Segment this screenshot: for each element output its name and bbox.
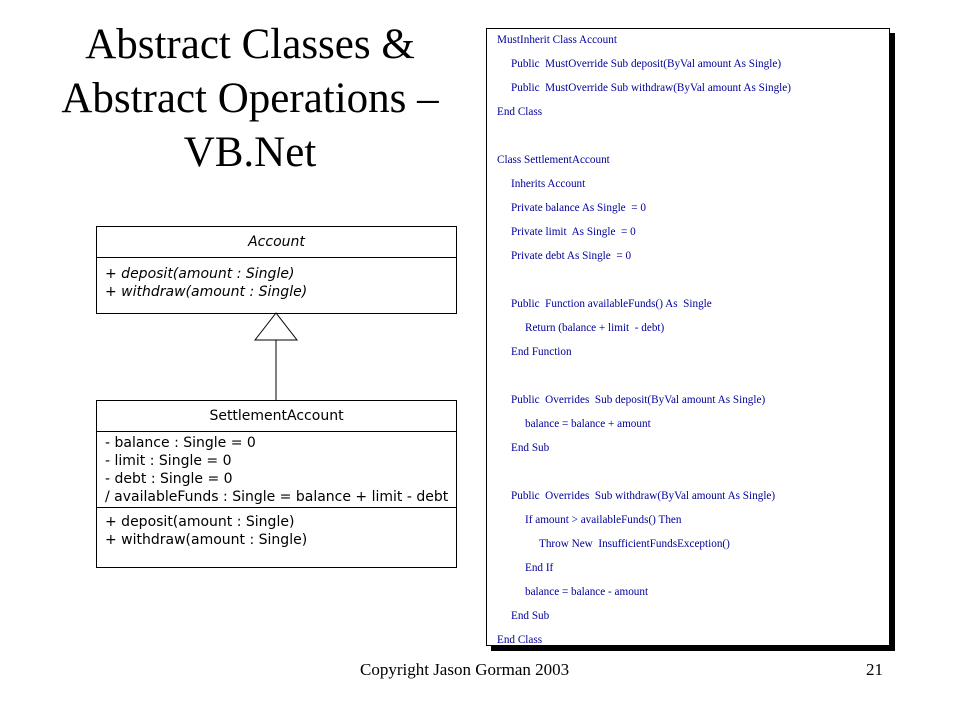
settlement-account-class-name: SettlementAccount (97, 401, 456, 432)
code-line: End If (525, 562, 554, 574)
code-line: Throw New InsufficientFundsException() (539, 538, 730, 550)
class-operation: + deposit(amount : Single) (105, 514, 295, 530)
code-line: balance = balance - amount (525, 586, 649, 598)
code-line: Private balance As Single = 0 (511, 202, 646, 214)
code-line: Class SettlementAccount (497, 154, 610, 166)
account-class-name: Account (97, 227, 456, 258)
class-attribute: - balance : Single = 0 (105, 435, 256, 451)
title-line-1: Abstract Classes & (85, 21, 415, 68)
code-line: If amount > availableFunds() Then (525, 514, 682, 526)
code-line: End Class (497, 634, 543, 646)
account-operation: + withdraw(amount : Single) (105, 284, 308, 300)
settlement-account-operations (97, 508, 456, 553)
settlement-account-class-box (96, 400, 457, 568)
code-line: End Sub (511, 442, 550, 454)
code-line: Inherits Account (511, 178, 586, 190)
code-line (497, 271, 889, 295)
code-line: End Sub (511, 610, 550, 622)
code-line: Private limit As Single = 0 (511, 226, 636, 238)
code-line: Return (balance + limit - debt) (525, 322, 665, 334)
code-line: Public MustOverride Sub withdraw(ByVal amount As Single) (511, 82, 791, 94)
generalization-arrowhead (255, 313, 297, 340)
code-line: Public Overrides Sub withdraw(ByVal amount As Single) (511, 490, 776, 502)
code-line: End Function (511, 346, 572, 358)
class-attribute: / availableFunds : Single = balance + limit - debt (105, 489, 449, 505)
settlement-account-attributes (97, 432, 456, 508)
code-line (497, 463, 889, 487)
copyright-footer: Copyright Jason Gorman 2003 (360, 660, 570, 679)
code-line: Public Function availableFunds() As Single (511, 298, 712, 310)
code-line: MustInherit Class Account (497, 34, 617, 46)
code-line: Private debt As Single = 0 (511, 250, 632, 262)
code-line: Public MustOverride Sub deposit(ByVal amount As Single) (511, 58, 782, 70)
account-operation: + deposit(amount : Single) (105, 266, 295, 282)
code-line: balance = balance + amount (525, 418, 651, 430)
class-attribute: - debt : Single = 0 (105, 471, 233, 487)
title-line-3: VB.Net (183, 129, 317, 176)
class-attribute: - limit : Single = 0 (105, 453, 232, 469)
page-number: 21 (866, 660, 883, 679)
code-line (497, 127, 889, 151)
code-line (497, 367, 889, 391)
code-line: End Class (497, 106, 543, 118)
code-panel (486, 28, 890, 646)
title-line-2: Abstract Operations – (61, 75, 439, 122)
code-line: Public Overrides Sub deposit(ByVal amount As Single) (511, 394, 766, 406)
class-operation: + withdraw(amount : Single) (105, 532, 308, 548)
